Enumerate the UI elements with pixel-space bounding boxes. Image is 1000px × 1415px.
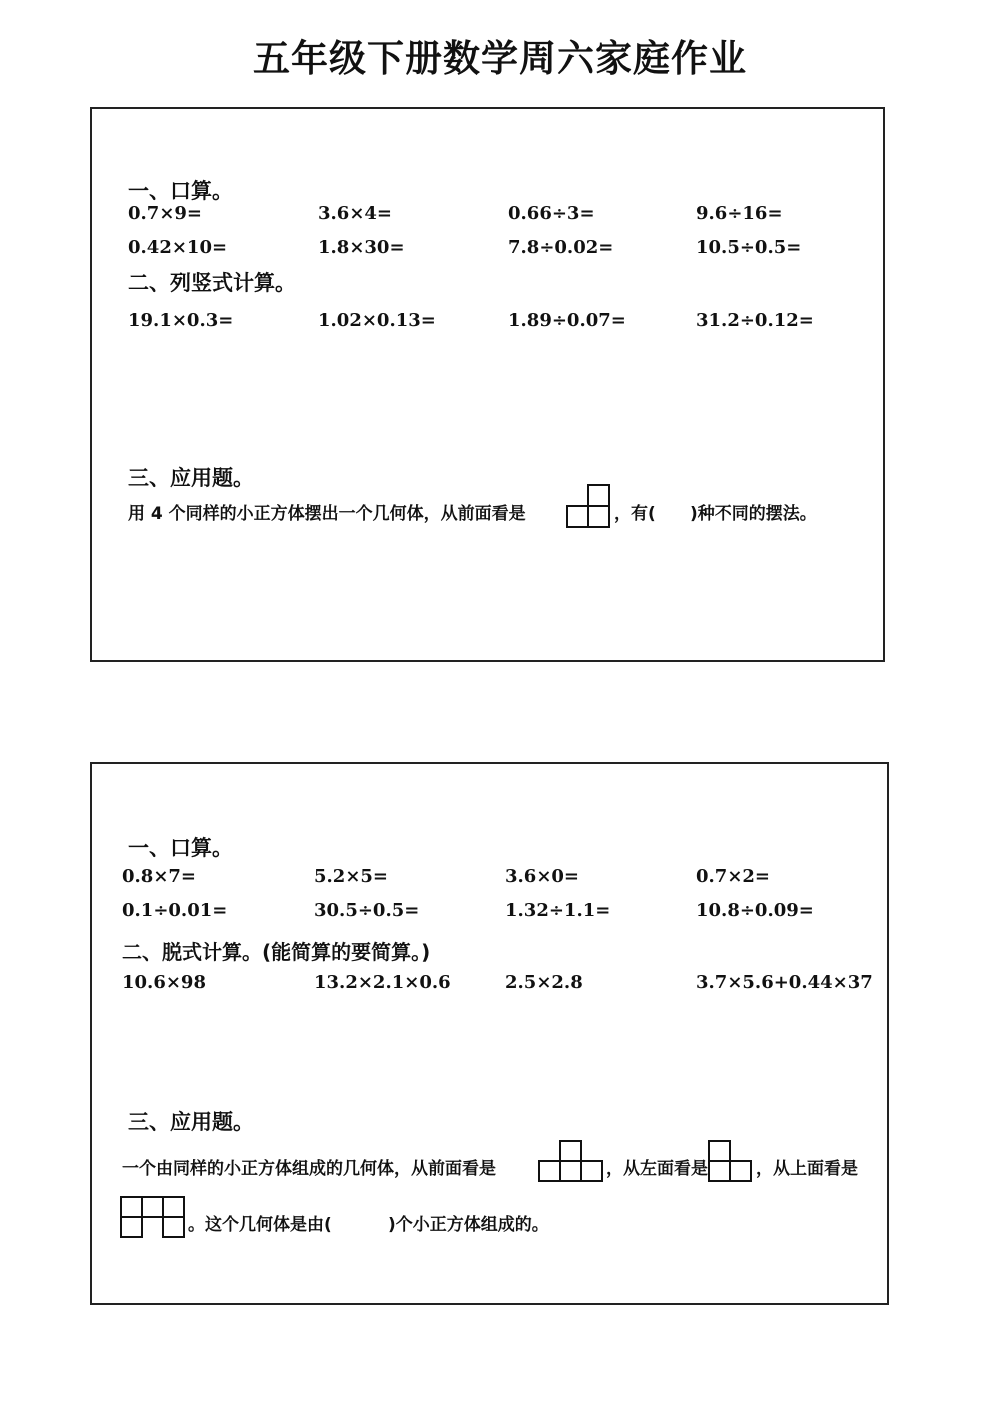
stepwise-problem: 10.6×98	[122, 972, 206, 993]
oral-problem: 0.8×7=	[122, 866, 197, 887]
oral-problem: 0.7×2=	[696, 866, 771, 887]
section-application-heading: 三、应用题。	[128, 1110, 254, 1134]
vertical-problem: 19.1×0.3=	[128, 310, 234, 331]
section-oral-heading: 一、口算。	[128, 179, 233, 203]
vertical-problem: 1.02×0.13=	[318, 310, 436, 331]
oral-problem: 0.1÷0.01=	[122, 900, 228, 921]
oral-problem: 1.32÷1.1=	[505, 900, 611, 921]
oral-problem: 3.6×4=	[318, 203, 393, 224]
top-view-figure	[120, 1196, 186, 1238]
section-application-heading: 三、应用题。	[128, 466, 254, 490]
section-stepwise-heading: 二、脱式计算。(能简算的要简算。)	[122, 940, 431, 964]
oral-problem: 0.7×9=	[128, 203, 203, 224]
worksheet-2	[90, 762, 889, 1305]
stepwise-problem: 13.2×2.1×0.6	[314, 972, 451, 993]
vertical-problem: 1.89÷0.07=	[508, 310, 626, 331]
application-text: 用 4 个同样的小正方体摆出一个几何体，从前面看是	[128, 504, 526, 524]
application-text: 。这个几何体是由(	[188, 1215, 332, 1235]
left-view-figure	[708, 1140, 754, 1182]
oral-problem: 0.66÷3=	[508, 203, 595, 224]
application-text: )种不同的摆法。	[690, 504, 817, 524]
oral-problem: 30.5÷0.5=	[314, 900, 420, 921]
section-vertical-heading: 二、列竖式计算。	[128, 271, 296, 295]
worksheet-1	[90, 107, 885, 662]
oral-problem: 5.2×5=	[314, 866, 389, 887]
front-view-figure	[538, 1140, 604, 1182]
application-text: )个小正方体组成的。	[388, 1215, 549, 1235]
application-text: ，从上面看是	[756, 1159, 858, 1179]
oral-problem: 10.8÷0.09=	[696, 900, 814, 921]
oral-problem: 0.42×10=	[128, 237, 228, 258]
oral-problem: 7.8÷0.02=	[508, 237, 614, 258]
page-title: 五年级下册数学周六家庭作业	[253, 36, 747, 80]
application-text: ，有(	[614, 504, 656, 524]
oral-problem: 1.8×30=	[318, 237, 405, 258]
section-oral-heading: 一、口算。	[128, 836, 233, 860]
application-text: 一个由同样的小正方体组成的几何体，从前面看是	[122, 1159, 496, 1179]
front-view-figure	[566, 484, 612, 528]
oral-problem: 3.6×0=	[505, 866, 580, 887]
vertical-problem: 31.2÷0.12=	[696, 310, 814, 331]
stepwise-problem: 2.5×2.8	[505, 972, 583, 993]
stepwise-problem: 3.7×5.6+0.44×37	[696, 972, 873, 993]
oral-problem: 10.5÷0.5=	[696, 237, 802, 258]
application-text: ，从左面看是	[606, 1159, 708, 1179]
oral-problem: 9.6÷16=	[696, 203, 783, 224]
